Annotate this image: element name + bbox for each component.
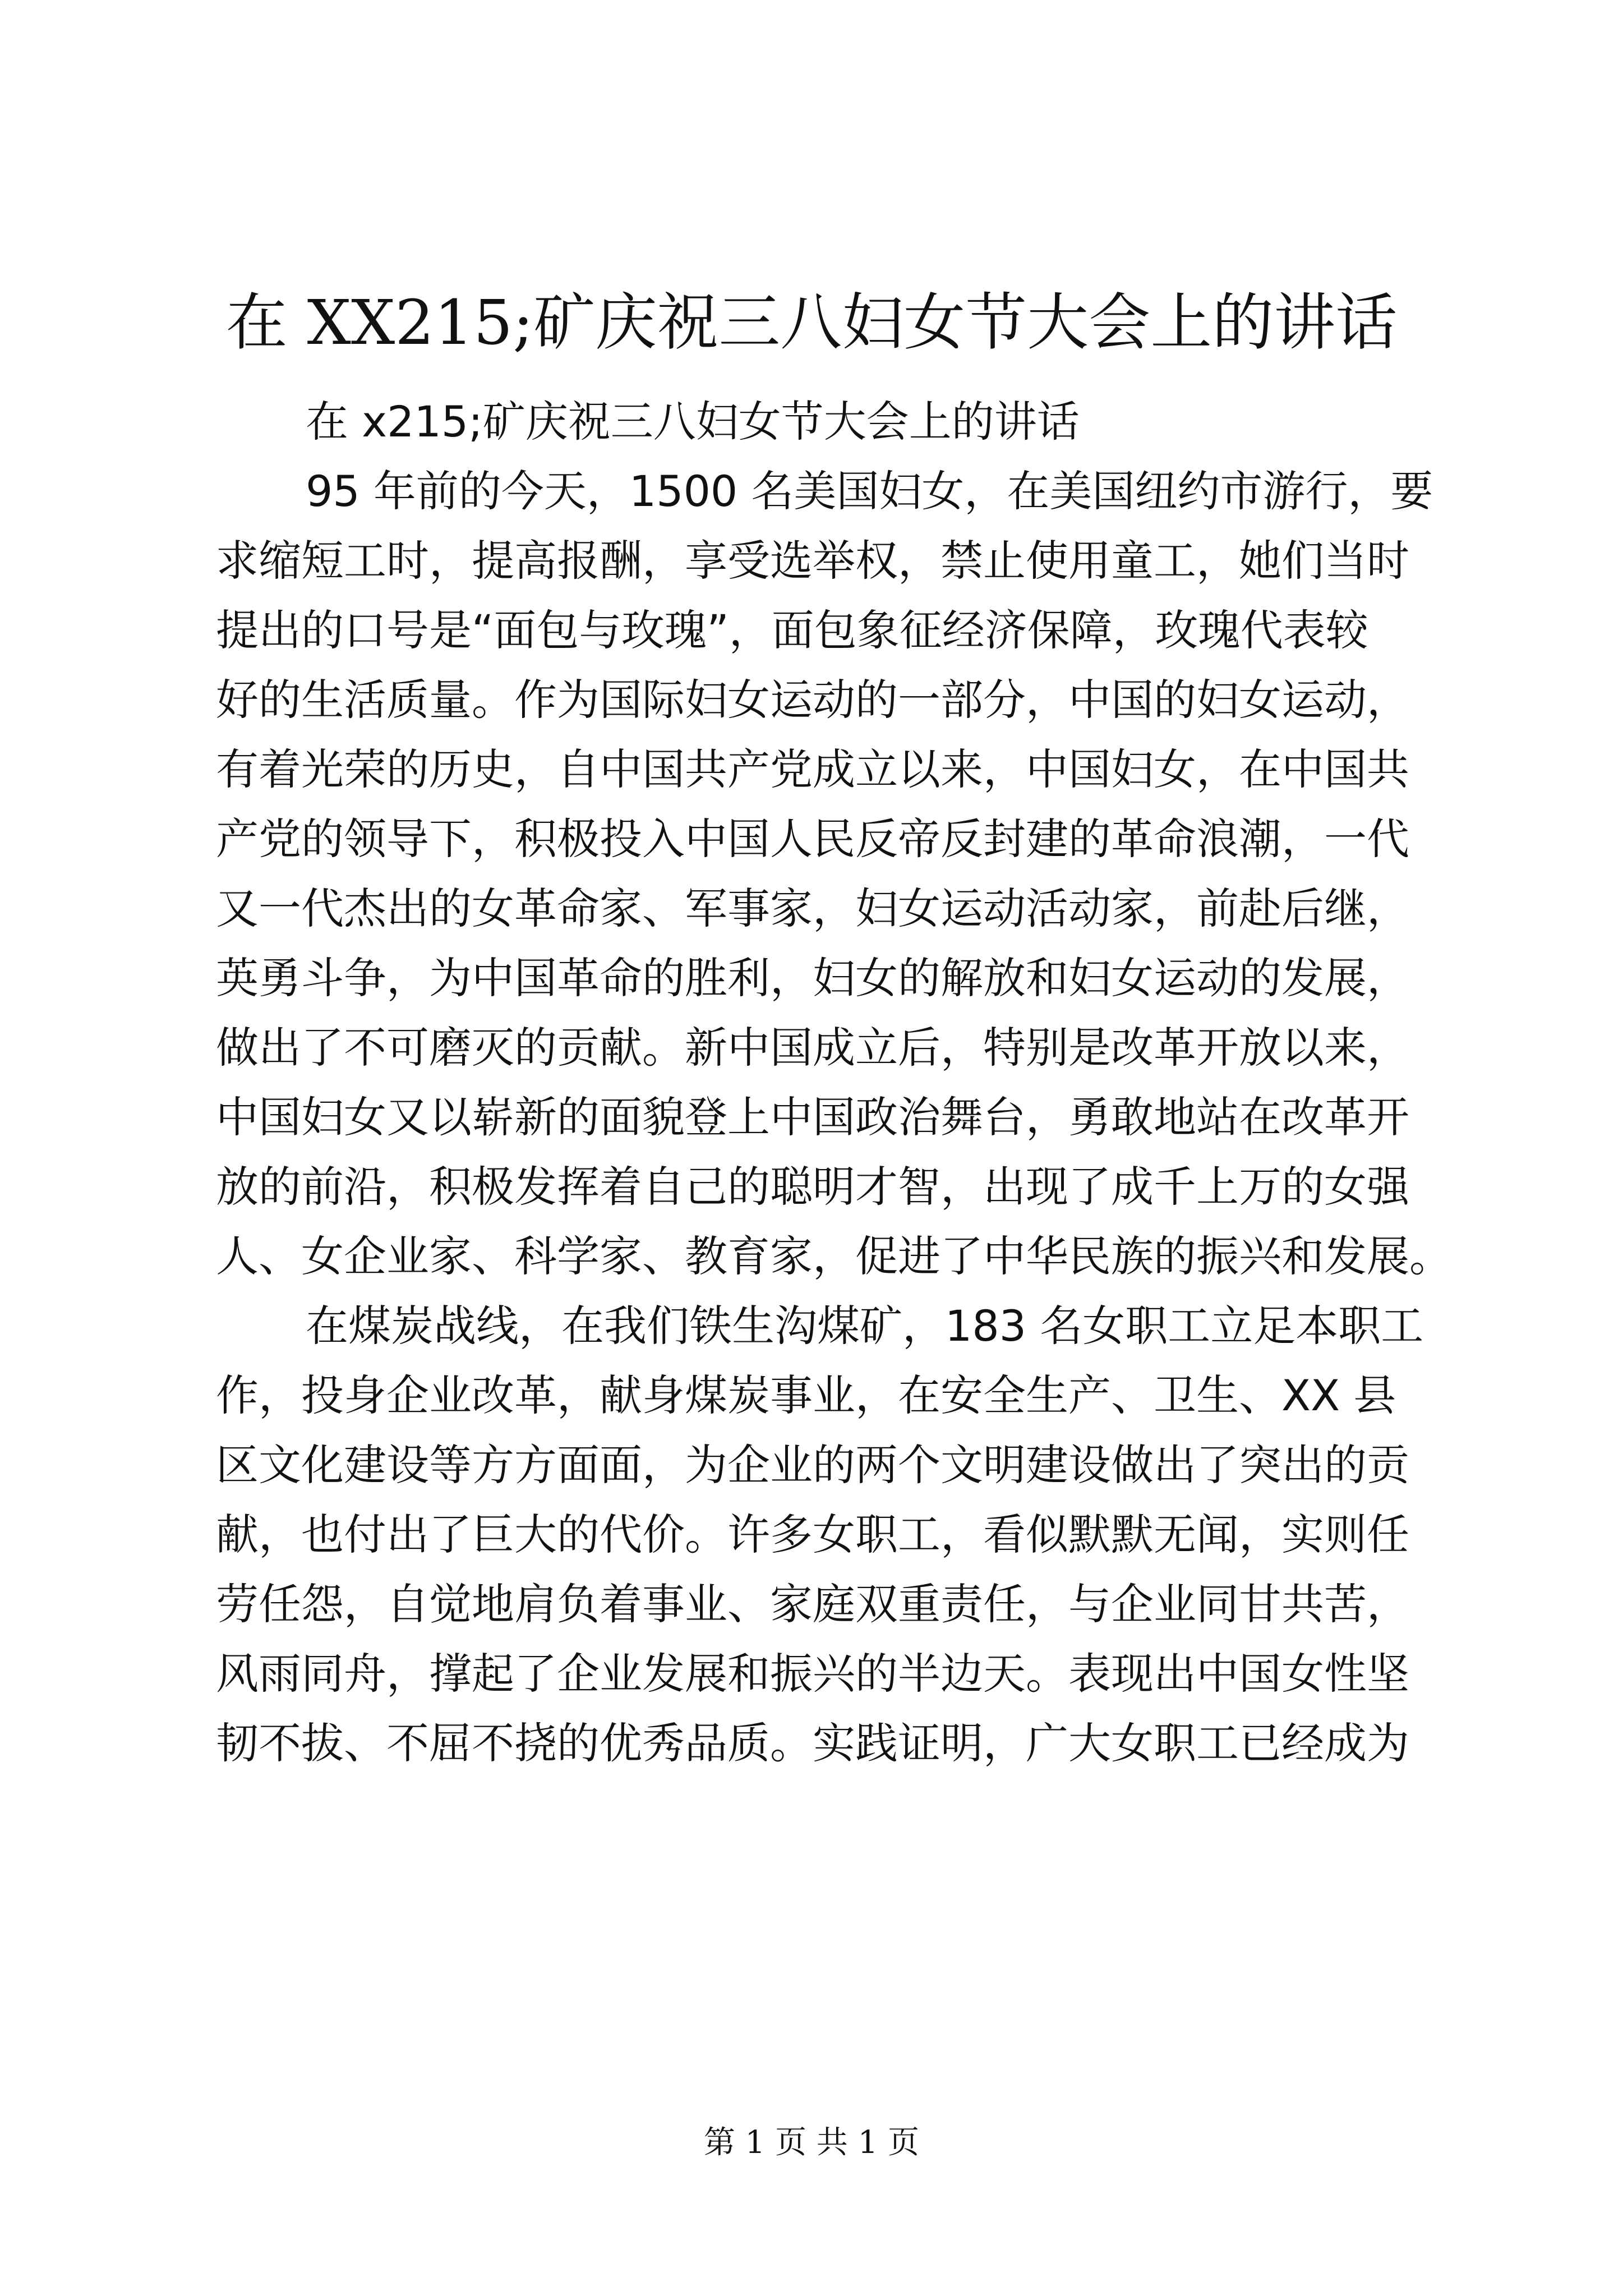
text-line: 做出了不可磨灭的贡献。新中国成立后，特别是改革开放以来， xyxy=(216,1023,1409,1073)
page-footer: 第 1 页 共 1 页 xyxy=(703,2124,920,2161)
text-line: 韧不拔、不屈不挠的优秀品质。实践证明，广大女职工已经成为 xyxy=(216,1718,1409,1768)
text-line: 求缩短工时，提高报酬，享受选举权，禁止使用童工，她们当时 xyxy=(216,536,1409,586)
text-line: 产党的领导下，积极投入中国人民反帝反封建的革命浪潮，一代 xyxy=(216,814,1409,864)
document-body xyxy=(216,387,1452,1778)
text-line: 风雨同舟，撑起了企业发展和振兴的半边天。表现出中国女性坚 xyxy=(216,1649,1409,1699)
text-line: 人、女企业家、科学家、教育家，促进了中华民族的振兴和发展。 xyxy=(216,1231,1452,1281)
document-subtitle: 在 x215;矿庆祝三八妇女节大会上的讲话 xyxy=(306,397,1080,447)
text-line: 劳任怨，自觉地肩负着事业、家庭双重责任，与企业同甘共苦， xyxy=(216,1579,1409,1629)
text-line: 献，也付出了巨大的代价。许多女职工，看似默默无闻，实则任 xyxy=(216,1510,1409,1559)
text-line: 在煤炭战线，在我们铁生沟煤矿，183 名女职工立足本职工 xyxy=(306,1301,1424,1351)
paragraph-2 xyxy=(216,1291,1424,1778)
text-line: 有着光荣的历史，自中国共产党成立以来，中国妇女，在中国共 xyxy=(216,744,1409,794)
text-line: 中国妇女又以崭新的面貌登上中国政治舞台，勇敢地站在改革开 xyxy=(216,1092,1409,1142)
text-line: 作，投身企业改革，献身煤炭事业，在安全生产、卫生、XX 县 xyxy=(216,1370,1396,1420)
text-line: 95 年前的今天，1500 名美国妇女，在美国纽约市游行，要 xyxy=(306,466,1433,516)
text-line: 区文化建设等方方面面，为企业的两个文明建设做出了突出的贡 xyxy=(216,1440,1409,1490)
paragraph-1 xyxy=(216,457,1452,1291)
text-line: 好的生活质量。作为国际妇女运动的一部分，中国的妇女运动， xyxy=(216,675,1409,725)
text-line: 放的前沿，积极发挥着自己的聪明才智，出现了成千上万的女强 xyxy=(216,1162,1409,1212)
document-title: 在 XX215;矿庆祝三八妇女节大会上的讲话 xyxy=(225,287,1398,358)
text-line: 英勇斗争，为中国革命的胜利，妇女的解放和妇女运动的发展， xyxy=(216,953,1409,1003)
text-line: 又一代杰出的女革命家、军事家，妇女运动活动家，前赴后继， xyxy=(216,884,1409,933)
text-line: 提出的口号是“面包与玫瑰”，面包象征经济保障，玫瑰代表较 xyxy=(216,605,1368,655)
